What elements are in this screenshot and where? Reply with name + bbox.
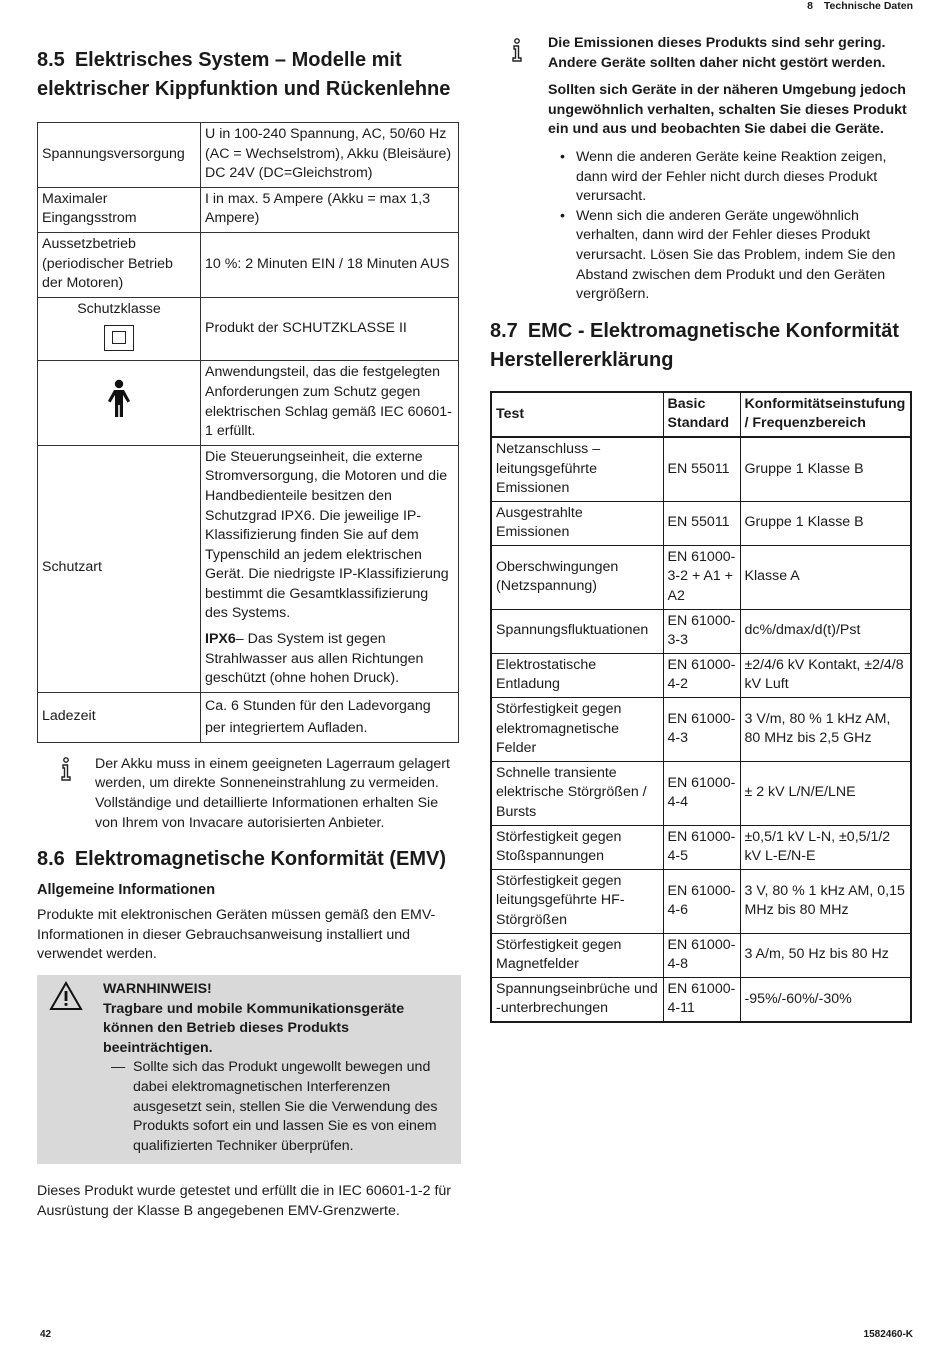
section-number: 8.7 <box>490 319 518 342</box>
table-cell: Gruppe 1 Klasse B <box>740 437 911 501</box>
warning-triangle-icon <box>49 981 83 1018</box>
schutzklasse-label: Schutzklasse <box>77 300 161 317</box>
table-cell: EN 55011 <box>663 501 740 545</box>
table-row <box>491 933 911 977</box>
table-cell: EN 61000-4-8 <box>663 933 740 977</box>
warning-label: WARNHINWEIS! <box>103 981 212 997</box>
table-cell: EN 61000-4-2 <box>663 653 740 697</box>
ipx6-text <box>205 630 454 689</box>
section-title: Elektromagnetische Konformität (EMV) <box>74 848 446 871</box>
spec-value: Produkt der SCHUTZKLASSE II <box>201 297 459 361</box>
chapter-title: Technische Daten <box>823 0 913 12</box>
section-title: EMC - Elektromagnetische Konformität Herstellererklärung <box>490 319 899 371</box>
table-cell: Klasse A <box>740 545 911 609</box>
info-icon <box>59 757 73 788</box>
table-row <box>491 761 911 825</box>
protection-text: Die Steuerungseinheit, die externe Stromversorgung, die Motoren und die Handbedienteile besitzen den Schutzgrad IPX6. Die jeweilige IP-Klassifizierung finden Sie auf dem Typenschild an jedem elektrischen Gerät. Die niedrigste IP-Klassifizierung bestimmt die Gesamtklassifizierung des Systems. <box>205 448 449 622</box>
table-cell: ±2/4/6 kV Kontakt, ±2/4/8 kV Luft <box>740 653 911 697</box>
running-header <box>807 0 913 12</box>
note-text: Der Akku muss in einem geeigneten Lagerraum gelagert werden, um direkte Sonneneinstrahlung zu vermeiden. Vollständige und detaillierte Informationen erhalten Sie von Ihrem von Invacare autorisierten Anbieter. <box>95 755 450 831</box>
spec-key <box>38 297 201 361</box>
table-cell: Netzanschluss – leitungsgeführte Emissionen <box>491 437 663 501</box>
table-row <box>491 437 911 501</box>
table-cell: Gruppe 1 Klasse B <box>740 501 911 545</box>
emissions-bullets <box>548 148 912 305</box>
table-row <box>491 698 911 762</box>
table-cell: Ausgestrahlte Emissionen <box>491 501 663 545</box>
spec-value: 10 %: 2 Minuten EIN / 18 Minuten AUS <box>201 232 459 297</box>
table-row <box>491 501 911 545</box>
section-8-7-heading <box>490 317 912 375</box>
table-cell: dc%/dmax/d(t)/Pst <box>740 609 911 653</box>
table-cell: EN 61000-4-6 <box>663 869 740 933</box>
table-cell: EN 61000-3-3 <box>663 609 740 653</box>
table-cell: 3 V/m, 80 % 1 kHz AM, 80 MHz bis 2,5 GHz <box>740 698 911 762</box>
emissions-bold-1: Die Emissionen dieses Produkts sind sehr gering. Andere Geräte sollten daher nicht gestört werden. <box>548 35 886 71</box>
list-item: • Wenn die anderen Geräte keine Reaktion zeigen, dann wird der Fehler nicht durch dieses Produkt verursacht. <box>548 148 912 207</box>
left-column <box>37 46 461 1222</box>
table-row <box>38 297 459 361</box>
column-header: Konformitätseinstufung / Frequenzbereich <box>740 392 911 437</box>
column-header: Basic Standard <box>663 392 740 437</box>
table-row <box>491 977 911 1022</box>
table-cell: Störfestigkeit gegen Magnetfelder <box>491 933 663 977</box>
table-cell: ±0,5/1 kV L-N, ±0,5/1/2 kV L-E/N-E <box>740 825 911 869</box>
spec-key: Ladezeit <box>38 692 201 742</box>
emissions-note <box>490 34 912 305</box>
spec-value: Ca. 6 Stunden für den Ladevorgang per integriertem Aufladen. <box>201 692 459 742</box>
list-item: • Wenn sich die anderen Geräte ungewöhnlich verhalten, dann wird der Fehler dieses Produkt verursacht. Lösen Sie das Problem, indem Sie den Abstand zwischen dem Produkt und den Geräten vergrößern. <box>548 207 912 305</box>
table-row <box>38 692 459 742</box>
spec-key: Maximaler Eingangsstrom <box>38 187 201 232</box>
table-row <box>491 825 911 869</box>
table-row <box>491 609 911 653</box>
spec-key <box>38 361 201 445</box>
table-cell: Störfestigkeit gegen Stoßspannungen <box>491 825 663 869</box>
table-header-row <box>491 392 911 437</box>
type-b-applied-part-icon <box>106 379 132 419</box>
electrical-spec-table <box>37 122 459 743</box>
table-row <box>38 187 459 232</box>
emv-closing: Dieses Produkt wurde getestet und erfüllt die in IEC 60601-1-2 für Ausrüstung der Klasse B angegebenen EMV-Grenzwerte. <box>37 1183 452 1219</box>
table-cell: Störfestigkeit gegen elektromagnetische Felder <box>491 698 663 762</box>
table-row <box>38 445 459 692</box>
warning-item <box>103 1058 453 1156</box>
table-cell: EN 61000-4-11 <box>663 977 740 1022</box>
warning-box <box>37 975 461 1164</box>
table-cell: EN 61000-4-5 <box>663 825 740 869</box>
right-column <box>490 34 912 1023</box>
section-8-6-heading <box>37 845 461 874</box>
spec-key: Spannungsversorgung <box>38 123 201 188</box>
spec-key: Aussetzbetrieb (periodischer Betrieb der Motoren) <box>38 232 201 297</box>
table-cell: 3 A/m, 50 Hz bis 80 Hz <box>740 933 911 977</box>
class-ii-icon <box>104 325 134 351</box>
section-number: 8.6 <box>37 848 65 871</box>
table-row <box>38 232 459 297</box>
warning-headline: Tragbare und mobile Kommunikationsgeräte können den Betrieb dieses Produkts beeinträchtigen. <box>103 1000 405 1056</box>
table-row <box>491 653 911 697</box>
spec-key: Schutzart <box>38 445 201 692</box>
dash-marker: — <box>111 1059 126 1076</box>
table-cell: EN 61000-4-3 <box>663 698 740 762</box>
table-cell: ± 2 kV L/N/E/LNE <box>740 761 911 825</box>
warning-item-text: Sollte sich das Produkt ungewollt bewegen und dabei elektromagnetischen Interferenzen ausgesetzt sein, stellen Sie die Verwendung des Produkts sofort ein und lassen Sie es von einem qualifizierten Techniker überprüfen. <box>133 1059 438 1154</box>
table-row <box>491 545 911 609</box>
table-cell: EN 61000-4-4 <box>663 761 740 825</box>
emissions-bold-2: Sollten sich Geräte in der näheren Umgebung jedoch ungewöhnlich verhalten, schalten Sie dieses Produkt ein und aus und beobachten Sie dabei die Geräte. <box>548 82 907 138</box>
table-cell: EN 61000-3-2 + A1 + A2 <box>663 545 740 609</box>
table-row <box>38 361 459 445</box>
general-info-subheading: Allgemeine Informationen <box>37 882 216 899</box>
section-8-5-heading <box>37 46 461 104</box>
table-cell: Oberschwingungen (Netzspannung) <box>491 545 663 609</box>
table-cell: Störfestigkeit gegen leitungsgeführte HF-Störgrößen <box>491 869 663 933</box>
table-cell: Spannungseinbrüche und -unterbrechungen <box>491 977 663 1022</box>
spec-value: Anwendungsteil, das die festgelegten Anforderungen zum Schutz gegen elektrischen Schlag gemäß IEC 60601-1 erfüllt. <box>201 361 459 445</box>
document-id: 1582460-K <box>863 1329 913 1340</box>
table-row <box>491 869 911 933</box>
spec-value <box>201 445 459 692</box>
table-cell: Spannungsfluktuationen <box>491 609 663 653</box>
ipx6-desc: – Das System ist gegen Strahlwasser aus allen Richtungen geschützt (ohne hohen Druck). <box>205 631 424 687</box>
info-icon <box>510 38 524 69</box>
battery-note <box>37 755 461 833</box>
table-cell: EN 55011 <box>663 437 740 501</box>
section-number: 8.5 <box>37 49 65 71</box>
table-cell: Schnelle transiente elektrische Störgrößen / Bursts <box>491 761 663 825</box>
emc-table <box>490 391 912 1023</box>
page-number: 42 <box>40 1329 52 1340</box>
table-cell: -95%/-60%/-30% <box>740 977 911 1022</box>
table-row <box>38 123 459 188</box>
table-cell: Elektrostatische Entladung <box>491 653 663 697</box>
table-cell: 3 V, 80 % 1 kHz AM, 0,15 MHz bis 80 MHz <box>740 869 911 933</box>
section-title: Elektrisches System – Modelle mit elektrischer Kippfunktion und Rückenlehne <box>37 49 451 100</box>
emv-intro: Produkte mit elektronischen Geräten müssen gemäß den EMV-Informationen in dieser Gebrauchsanweisung installiert und verwendet werden. <box>37 907 436 963</box>
spec-value: I in max. 5 Ampere (Akku = max 1,3 Ampere) <box>201 187 459 232</box>
chapter-number: 8 <box>807 0 813 12</box>
column-header: Test <box>491 392 663 437</box>
spec-value: U in 100-240 Spannung, AC, 50/60 Hz (AC = Wechselstrom), Akku (Bleisäure) DC 24V (DC=Gleichstrom) <box>201 123 459 188</box>
ipx6-label: IPX6 <box>205 631 236 648</box>
